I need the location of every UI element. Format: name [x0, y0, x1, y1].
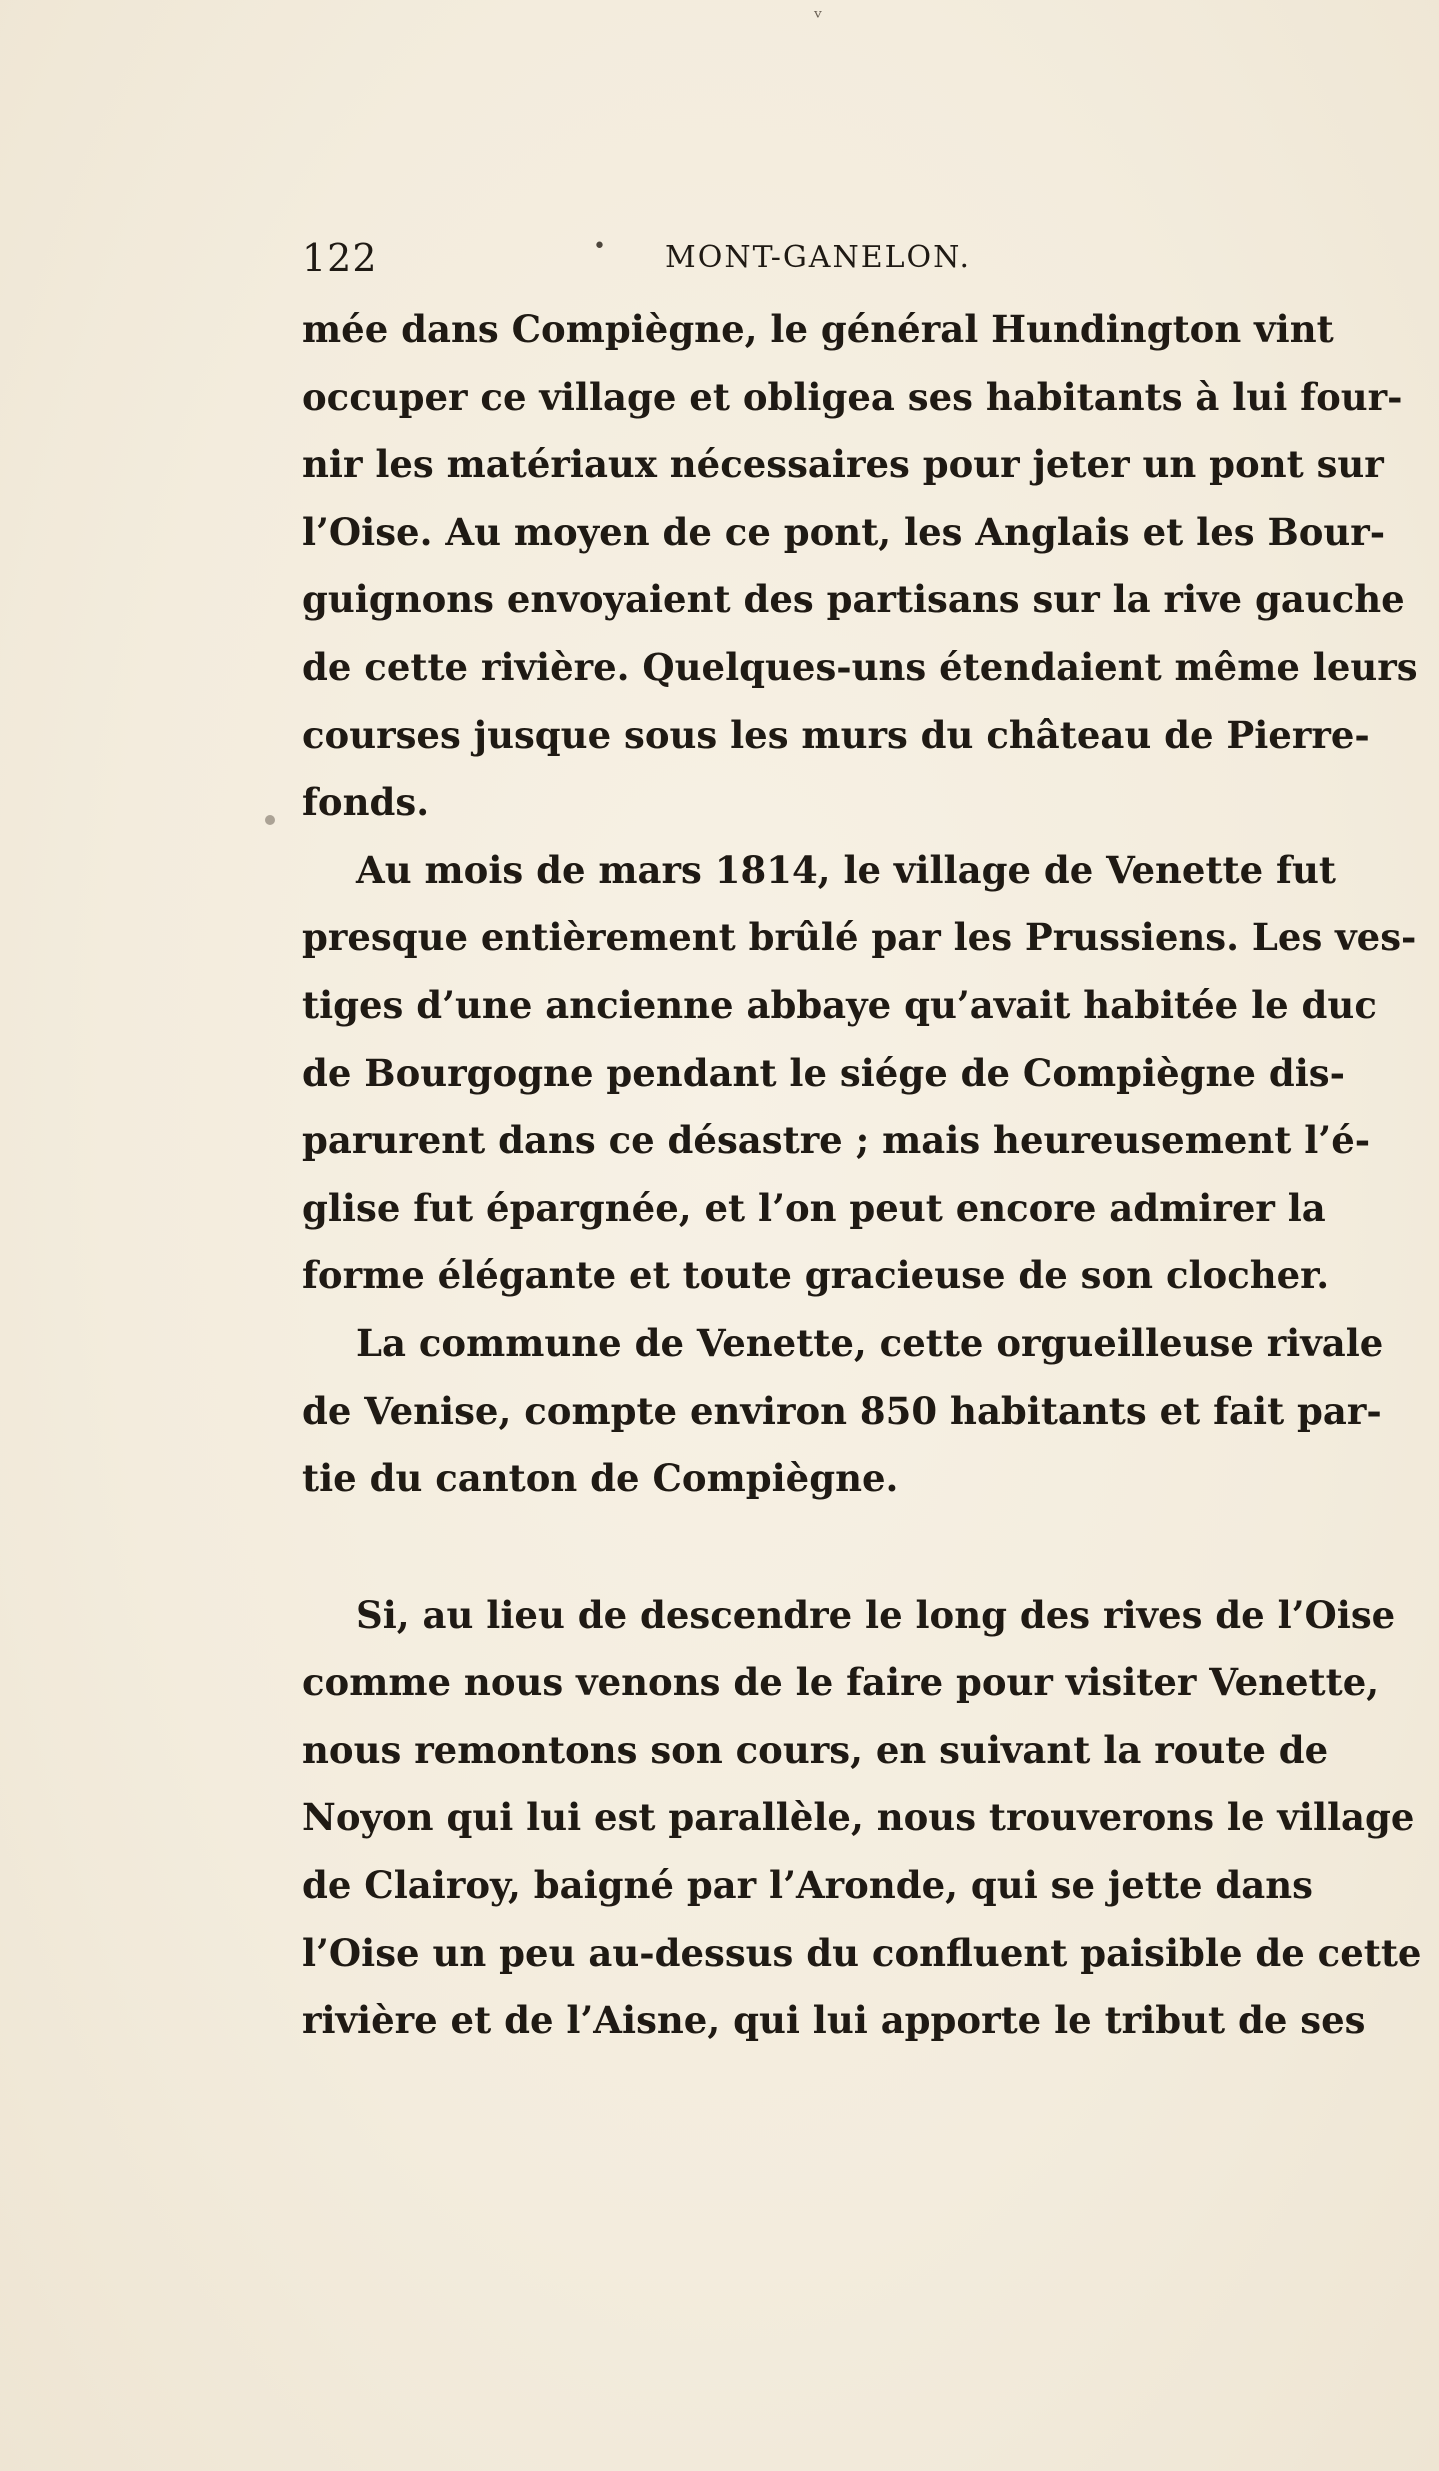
body-text	[302, 296, 1422, 2055]
text-line: glise fut épargnée, et l’on peut encore admirer la	[302, 1185, 1326, 1230]
text-line: comme nous venons de le faire pour visiter Venette,	[302, 1660, 1380, 1705]
paragraph	[302, 1310, 1384, 1513]
text-line: presque entièrement brûlé par les Prussiens. Les ves-	[302, 915, 1417, 960]
text-line: l’Oise. Au moyen de ce pont, les Anglais et les Bour-	[302, 509, 1386, 554]
text-line: nir les matériaux nécessaires pour jeter un pont sur	[302, 442, 1384, 487]
paragraph	[302, 837, 1417, 1310]
text-line: occuper ce village et obligea ses habitants à lui four-	[302, 374, 1403, 419]
text-line: parurent dans ce désastre ; mais heureusement l’é-	[302, 1118, 1371, 1163]
text-line: La commune de Venette, cette orgueilleuse rivale	[356, 1320, 1384, 1365]
margin-dot	[265, 815, 275, 825]
text-line: l’Oise un peu au-dessus du confluent paisible de cette	[302, 1930, 1422, 1975]
text-line: de cette rivière. Quelques-uns étendaient même leurs	[302, 644, 1418, 689]
text-line: fonds.	[302, 780, 430, 825]
text-line: Noyon qui lui est parallèle, nous trouverons le village	[302, 1795, 1415, 1840]
text-line: de Bourgogne pendant le siége de Compiègne dis-	[302, 1050, 1345, 1095]
section-break	[302, 1513, 1297, 1582]
paragraph	[302, 1582, 1422, 2055]
text-line: guignons envoyaient des partisans sur la rive gauche	[302, 577, 1405, 622]
text-line: de Clairoy, baigné par l’Aronde, qui se jette dans	[302, 1863, 1313, 1908]
page-number: 122	[302, 236, 378, 280]
paragraph	[302, 296, 1418, 837]
text-line: rivière et de l’Aisne, qui lui apporte le tribut de ses	[302, 1998, 1366, 2043]
running-title: MONT-GANELON.	[665, 240, 972, 275]
text-line: tiges d’une ancienne abbaye qu’avait habitée le duc	[302, 982, 1377, 1027]
text-line: forme élégante et toute gracieuse de son clocher.	[302, 1253, 1330, 1298]
text-line: Si, au lieu de descendre le long des rives de l’Oise	[356, 1592, 1396, 1637]
top-mark: ᵛ	[814, 6, 823, 31]
text-line: mée dans Compiègne, le général Hundington vint	[302, 307, 1334, 351]
text-line: nous remontons son cours, en suivant la route de	[302, 1727, 1329, 1772]
text-line: courses jusque sous les murs du château de Pierre-	[302, 712, 1370, 757]
text-line: Au mois de mars 1814, le village de Venette fut	[356, 847, 1336, 892]
text-line: de Venise, compte environ 850 habitants et fait par-	[302, 1388, 1382, 1433]
page-header	[302, 236, 1297, 286]
header-ornament: •	[593, 234, 606, 259]
text-line: tie du canton de Compiègne.	[302, 1456, 899, 1501]
